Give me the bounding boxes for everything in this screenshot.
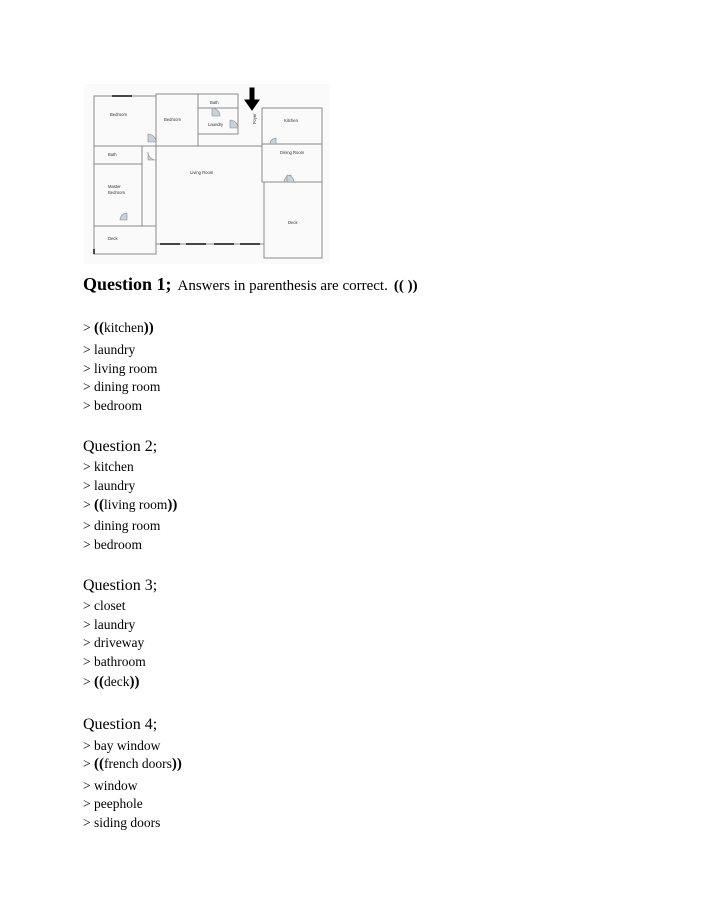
question-3-option-2: > laundry bbox=[83, 617, 136, 632]
question-1-marks: (( )) bbox=[393, 278, 418, 294]
question-3-title: Question 3; bbox=[83, 577, 158, 594]
question-1-option-4: > dining room bbox=[83, 379, 161, 394]
floor-plan-image bbox=[84, 84, 330, 264]
question-3-option-1: > closet bbox=[83, 598, 126, 613]
question-2-option-3: > ((living room)) bbox=[83, 497, 178, 513]
floorplan-label-bedroom: Bedroom bbox=[110, 112, 127, 117]
question-2-option-2: > laundry bbox=[83, 478, 136, 493]
question-2-option-5: > bedroom bbox=[83, 537, 142, 552]
floorplan-label-master: Master bbox=[108, 184, 121, 189]
question-4-option-4: > peephole bbox=[83, 796, 143, 811]
question-3-option-3: > driveway bbox=[83, 635, 145, 650]
floorplan-label-living-room: Living Room bbox=[190, 170, 214, 175]
question-4-option-1: > bay window bbox=[83, 738, 161, 753]
floorplan-label-deck-left: Deck bbox=[108, 236, 118, 241]
question-1-option-1: > ((kitchen)) bbox=[83, 320, 154, 336]
floorplan-label-bath: Bath bbox=[210, 100, 219, 105]
question-3-option-5: > ((deck)) bbox=[83, 674, 140, 690]
question-1-note: Answers in parenthesis are correct. bbox=[177, 278, 388, 294]
question-2-option-4: > dining room bbox=[83, 518, 161, 533]
question-1-option-2: > laundry bbox=[83, 342, 136, 357]
floor-plan-drawing bbox=[84, 84, 330, 264]
question-4-option-2: > ((french doors)) bbox=[83, 756, 182, 772]
floorplan-label-kitchen: Kitchen bbox=[284, 118, 298, 123]
question-3-option-4: > bathroom bbox=[83, 654, 146, 669]
question-2-title: Question 2; bbox=[83, 438, 158, 455]
question-4-title: Question 4; bbox=[83, 716, 158, 733]
floorplan-label-deck-right: Deck bbox=[288, 220, 298, 225]
question-4-option-5: > siding doors bbox=[83, 815, 161, 830]
question-2-option-1: > kitchen bbox=[83, 459, 134, 474]
question-1-heading bbox=[83, 274, 418, 295]
floorplan-label-bedroom-2: Bedroom bbox=[164, 117, 181, 122]
floorplan-label-bath-2: Bath bbox=[108, 152, 117, 157]
floorplan-label-foyer: Foyer bbox=[252, 113, 257, 124]
question-1-option-3: > living room bbox=[83, 361, 158, 376]
question-1-option-5: > bedroom bbox=[83, 398, 142, 413]
floorplan-label-laundry: Laundry bbox=[208, 122, 224, 127]
question-4-option-3: > window bbox=[83, 778, 138, 793]
question-1-title: Question 1; bbox=[83, 274, 172, 294]
floorplan-label-dining-room: Dining Room bbox=[280, 150, 305, 155]
floorplan-label-master-bedroom: Bedroom bbox=[108, 190, 125, 195]
